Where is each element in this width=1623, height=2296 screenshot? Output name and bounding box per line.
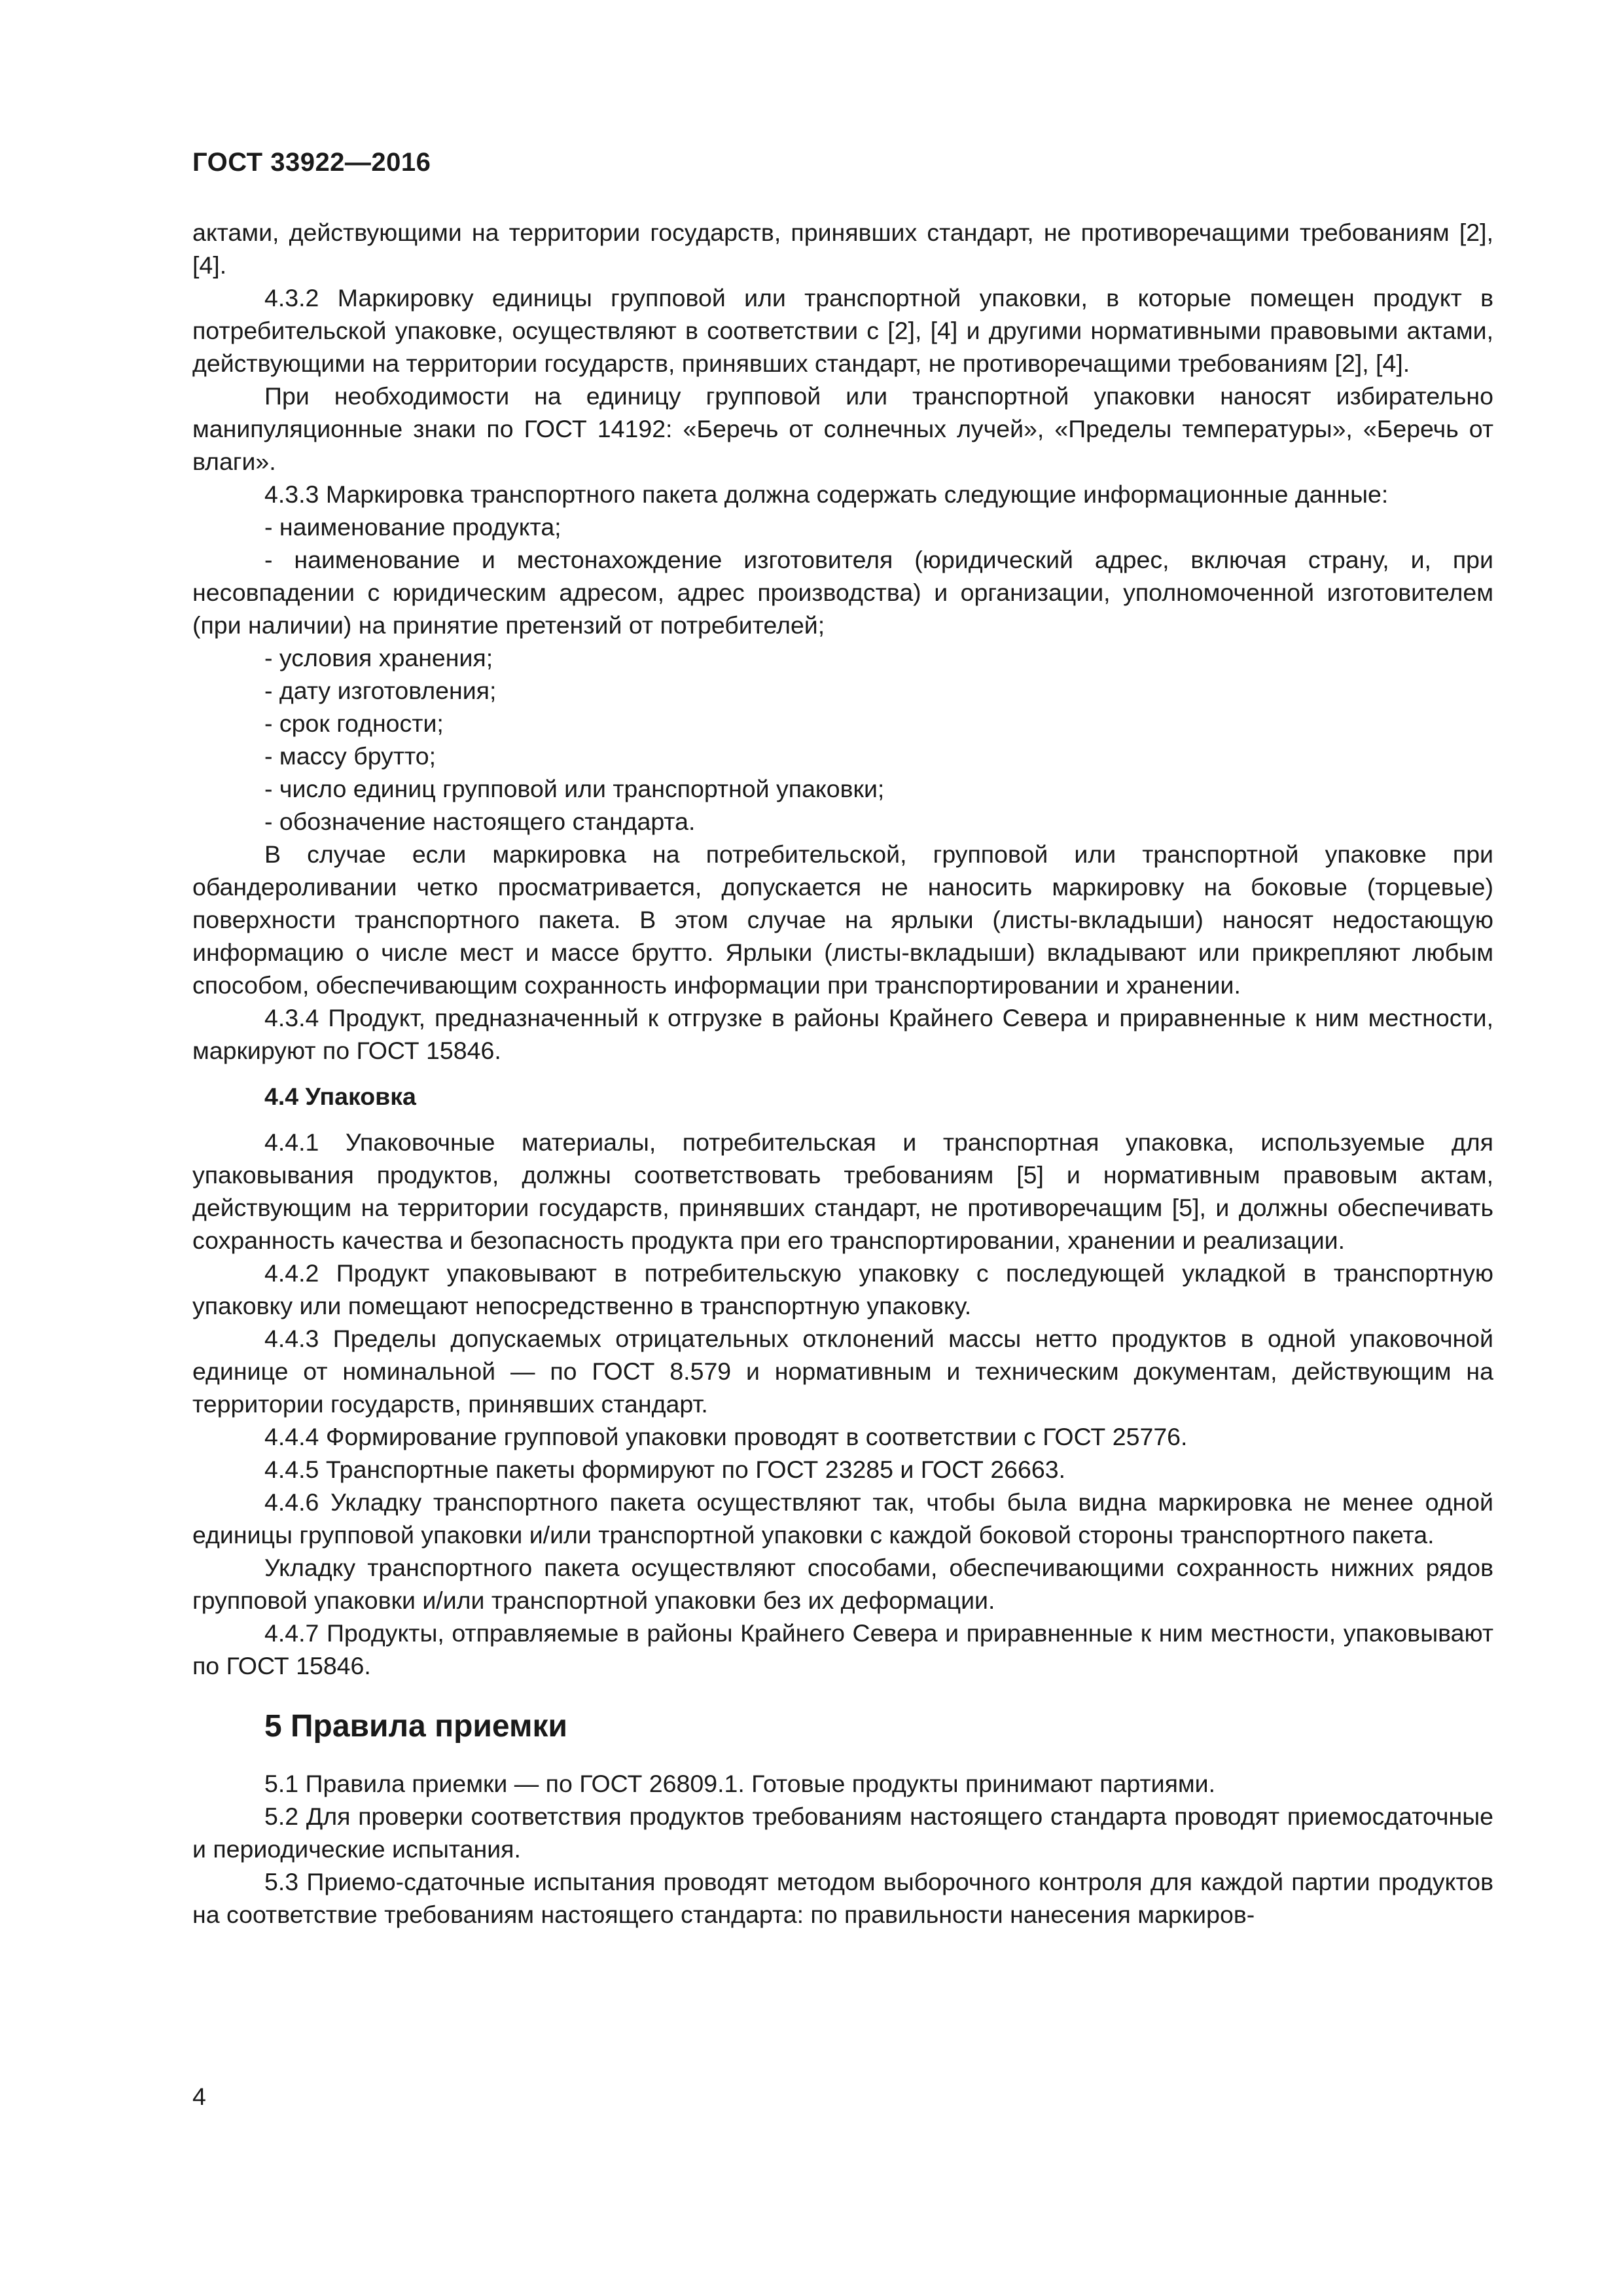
list-item: - массу брутто; <box>264 742 437 770</box>
paragraph-5-2: 5.2 Для проверки соответствия продуктов требованиям настоящего стандарта проводят приемосдаточные и периодические испытания. <box>192 1803 1493 1863</box>
list-item: - наименование продукта; <box>264 513 562 541</box>
list-item: - число единиц групповой или транспортной упаковки; <box>264 775 885 802</box>
paragraph-4-3-4: 4.3.4 Продукт, предназначенный к отгрузке в районы Крайнего Севера и приравненные к ним местности, маркируют по ГОСТ 15846. <box>192 1004 1493 1064</box>
list-item: - дату изготовления; <box>264 677 497 704</box>
paragraph-4-4-6-stacking: Укладку транспортного пакета осуществляют способами, обеспечивающими сохранность нижних рядов групповой упаковки и/или транспортной упаковки без их деформации. <box>192 1554 1493 1614</box>
paragraph-4-3-3: 4.3.3 Маркировка транспортного пакета должна содержать следующие информационные данные: <box>264 480 1389 508</box>
paragraph-4-4-2: 4.4.2 Продукт упаковывают в потребительскую упаковку с последующей укладкой в транспортную упаковку или помещают непосредственно в транспортную упаковку. <box>192 1259 1493 1319</box>
paragraph-4-3-2-handling-signs: При необходимости на единицу групповой или транспортной упаковки наносят избирательно манипуляционные знаки по ГОСТ 14192: «Беречь от солнечных лучей», «Пределы температуры», «Беречь от влаги». <box>192 382 1493 475</box>
subsection-heading-4-4: 4.4 Упаковка <box>264 1083 416 1110</box>
paragraph-4-4-1: 4.4.1 Упаковочные материалы, потребительская и транспортная упаковка, используемые для упаковывания продуктов, должны соответствовать требованиям [5] и нормативным правовым актам, действующим на территории государств, принявших стандарт, не противоречащим [5], и должны обеспечивать сохранность качества и безопасность продукта при его транспортировании, хранении и реализации. <box>192 1128 1493 1254</box>
list-item: - условия хранения; <box>264 644 493 672</box>
list-item: - обозначение настоящего стандарта. <box>264 808 696 835</box>
page-number: 4 <box>192 2083 206 2110</box>
paragraph-4-4-4: 4.4.4 Формирование групповой упаковки проводят в соответствии с ГОСТ 25776. <box>264 1423 1188 1450</box>
paragraph-continuation: актами, действующими на территории государств, принявших стандарт, не противоречащими требованиям [2], [4]. <box>192 219 1493 279</box>
document-header-id: ГОСТ 33922—2016 <box>192 148 431 177</box>
section-heading-5: 5 Правила приемки <box>264 1709 568 1744</box>
list-item: - наименование и местонахождение изготовителя (юридический адрес, включая страну, и, при несовпадении с юридическим адресом, адрес производства) и организации, уполномоченной изготовителем (при наличии) на принятие претензий от потребителей; <box>192 546 1493 639</box>
paragraph-4-4-7: 4.4.7 Продукты, отправляемые в районы Крайнего Севера и приравненные к ним местности, упаковывают по ГОСТ 15846. <box>192 1619 1493 1679</box>
list-item: - срок годности; <box>264 709 444 737</box>
paragraph-4-4-6: 4.4.6 Укладку транспортного пакета осуществляют так, чтобы была видна маркировка не менее одной единицы групповой упаковки и/или транспортной упаковки с каждой боковой стороны транспортного пакета. <box>192 1488 1493 1549</box>
paragraph-5-3: 5.3 Приемо-сдаточные испытания проводят методом выборочного контроля для каждой партии продуктов на соответствие требованиям настоящего стандарта: по правильности нанесения маркиров- <box>192 1868 1493 1928</box>
document-body <box>192 216 1493 1931</box>
paragraph-4-3-3-labels: В случае если маркировка на потребительской, групповой или транспортной упаковке при обандероливании четко просматривается, допускается не наносить маркировку на боковые (торцевые) поверхности транспортного пакета. В этом случае на ярлыки (листы-вкладыши) наносят недостающую информацию о числе мест и массе брутто. Ярлыки (листы-вкладыши) вкладывают или прикрепляют любым способом, обеспечивающим сохранность информации при транспортировании и хранении. <box>192 840 1493 999</box>
paragraph-4-3-2: 4.3.2 Маркировку единицы групповой или транспортной упаковки, в которые помещен продукт в потребительской упаковке, осуществляют в соответствии с [2], [4] и другими нормативными правовыми актами, действующими на территории государств, принявших стандарт, не противоречащими требованиям [2], [4]. <box>192 284 1493 377</box>
paragraph-4-4-5: 4.4.5 Транспортные пакеты формируют по ГОСТ 23285 и ГОСТ 26663. <box>264 1456 1066 1483</box>
paragraph-5-1: 5.1 Правила приемки — по ГОСТ 26809.1. Готовые продукты принимают партиями. <box>264 1770 1216 1797</box>
paragraph-4-4-3: 4.4.3 Пределы допускаемых отрицательных отклонений массы нетто продуктов в одной упаковочной единице от номинальной — по ГОСТ 8.579 и нормативным и техническим документам, действующим на территории государств, принявших стандарт. <box>192 1325 1493 1418</box>
